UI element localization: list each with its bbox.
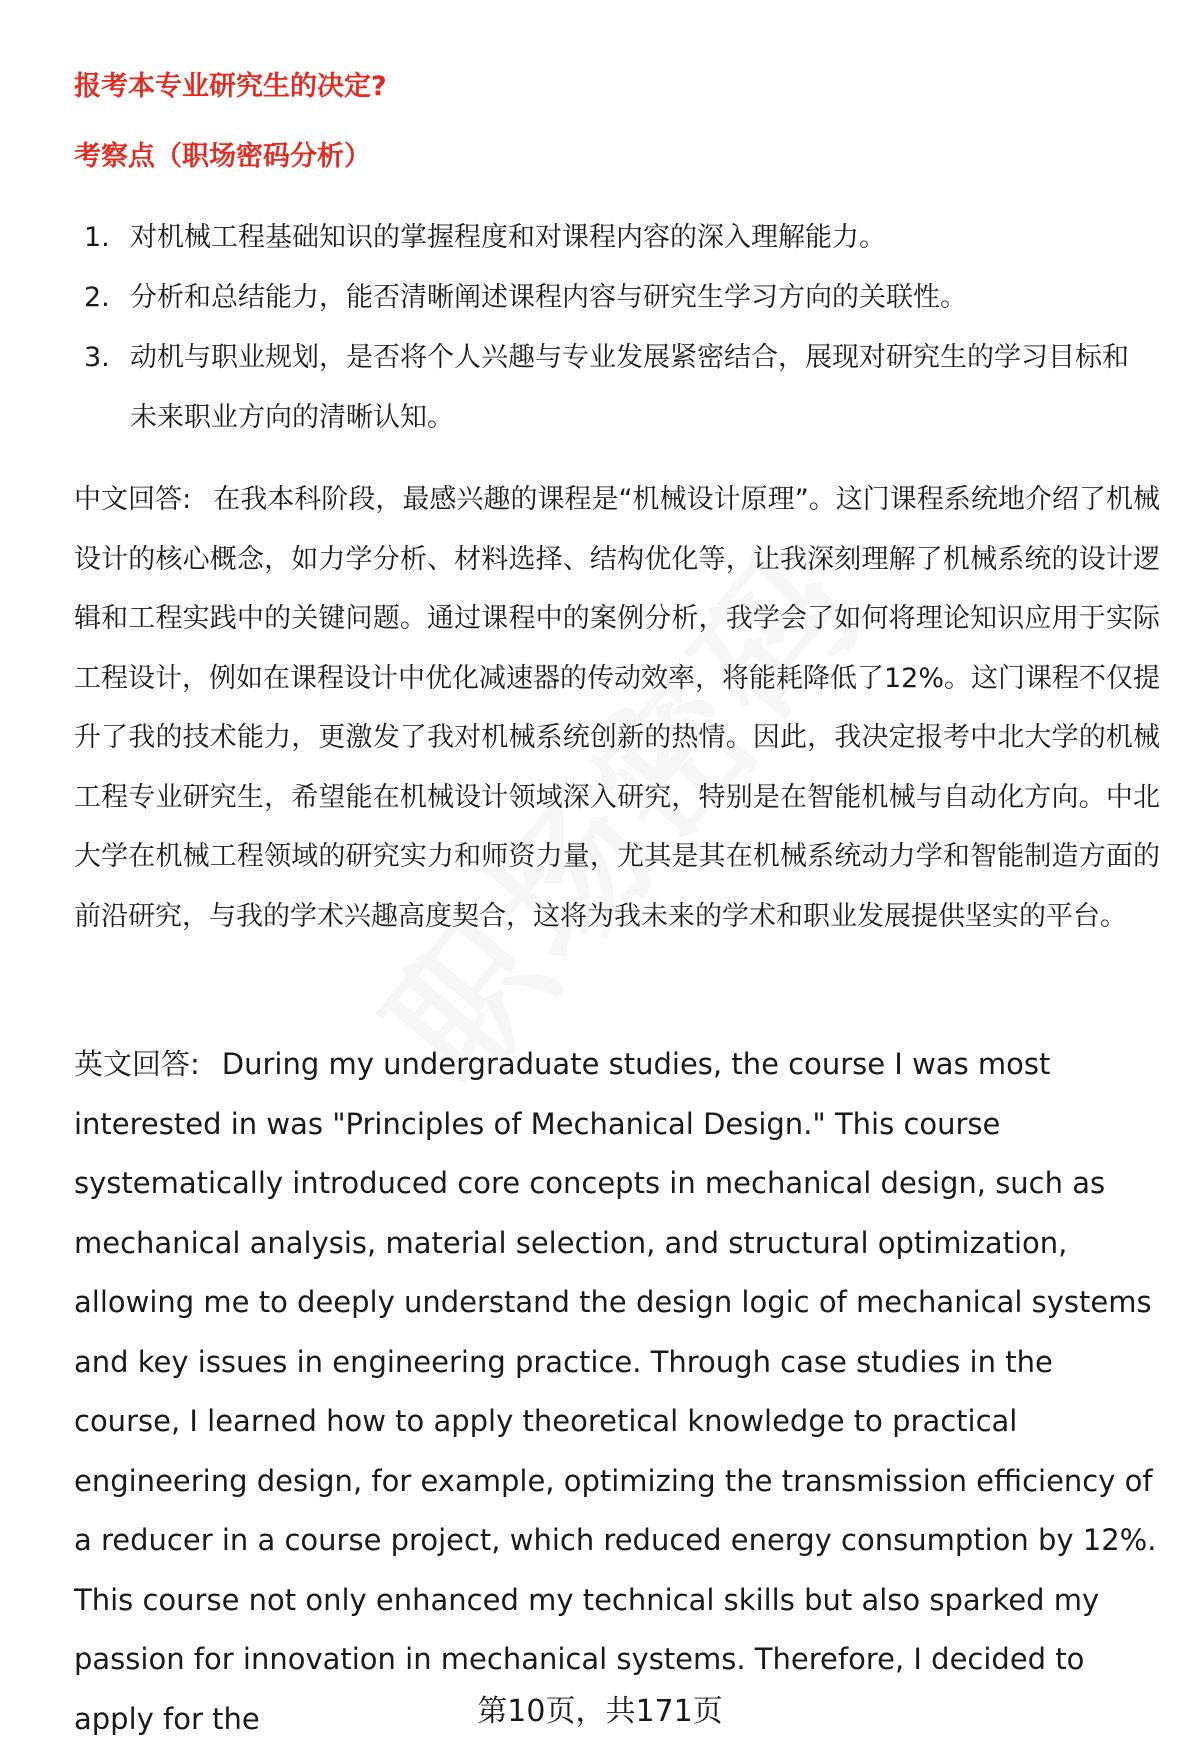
chinese-answer-label: 中文回答: xyxy=(74,484,192,515)
list-item-text: 分析和总结能力，能否清晰阐述课程内容与研究生学习方向的关联性。 xyxy=(130,282,967,313)
list-item-text: 对机械工程基础知识的掌握程度和对课程内容的深入理解能力。 xyxy=(130,222,886,253)
assessment-points-list xyxy=(74,208,1154,448)
list-item-number: 1. xyxy=(84,222,110,253)
list-item xyxy=(74,268,1154,328)
list-item-number: 2. xyxy=(84,282,110,313)
assessment-points-heading: 考察点（职场密码分析） xyxy=(74,141,371,172)
list-item-text: 动机与职业规划，是否将个人兴趣与专业发展紧密结合，展现对研究生的学习目标和未来职业方向的清晰认知。 xyxy=(130,342,1129,433)
english-answer-paragraph xyxy=(74,1035,1160,1749)
list-item xyxy=(74,208,1154,268)
question-heading: 报考本专业研究生的决定? xyxy=(74,71,387,102)
page-indicator: 第10页，共171页 xyxy=(477,1694,723,1729)
chinese-answer-text: 在我本科阶段，最感兴趣的课程是“机械设计原理”。这门课程系统地介绍了机械设计的核心概念，如力学分析、材料选择、结构优化等，让我深刻理解了机械系统的设计逻辑和工程实践中的关键问题。通过课程中的案例分析，我学会了如何将理论知识应用于实际工程设计，例如在课程设计中优化减速器的传动效率，将能耗降低了12%。这门课程不仅提升了我的技术能力，更激发了我对机械系统创新的热情。因此，我决定报考中北大学的机械工程专业研究生，希望能在机械设计领域深入研究，特别是在智能机械与自动化方向。中北大学在机械工程领域的研究实力和师资力量，尤其是其在机械系统动力学和智能制造方面的前沿研究，与我的学术兴趣高度契合，这将为我未来的学术和职业发展提供坚实的平台。 xyxy=(74,484,1161,932)
chinese-answer-paragraph xyxy=(74,470,1160,946)
english-answer-label: 英文回答: xyxy=(74,1047,200,1081)
list-item xyxy=(74,328,1154,448)
list-item-number: 3. xyxy=(84,342,110,373)
english-answer-text: During my undergraduate studies, the course I was most interested in was "Principles of Mechanical Design." This course systematically introduced core concepts in mechanical design, such as mechanical analysis, material selection, and structural optimization, allowing me to deeply understand the design logic of mechanical systems and key issues in engineering practice. Through case studies in the course, I learned how to apply theoretical knowledge to practical engineering design, for example, optimizing the transmission efficiency of a reducer in a course project, which reduced energy consumption by 12%. This course not only enhanced my technical skills but also sparked my passion for innovation in mechanical systems. Therefore, I decided to apply for the xyxy=(74,1047,1157,1736)
